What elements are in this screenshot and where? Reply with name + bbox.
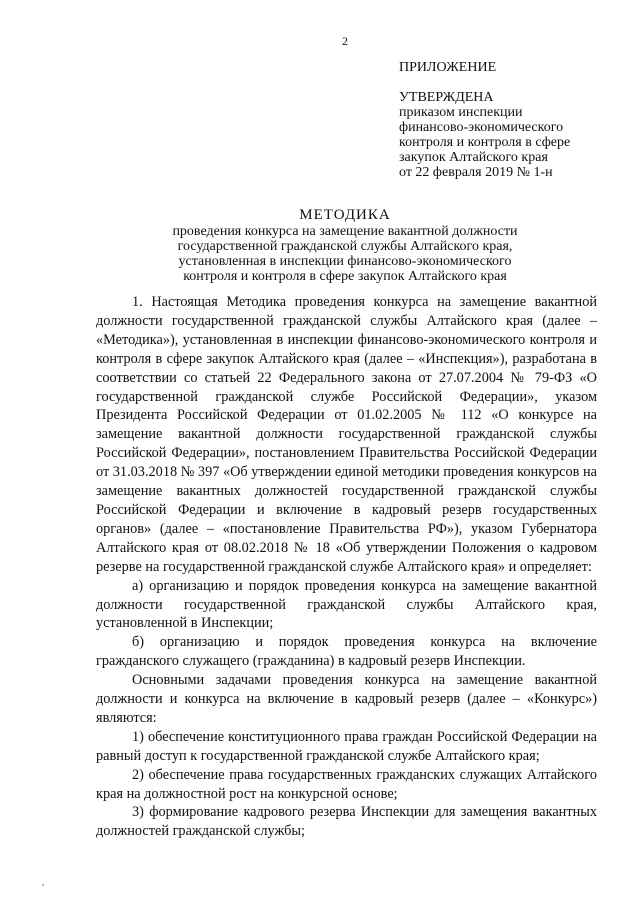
task-item-3: 3) формирование кадрового резерва Инспекции для замещения вакантных должностей гражданской службы; [96,804,597,840]
title-subline: проведения конкурса на замещение вакантной должности [172,224,518,239]
title-subline: контроля и контроля в сфере закупок Алтайского края [183,269,507,284]
document-title: МЕТОДИКА [299,207,391,223]
paragraph-1: 1. Настоящая Методика проведения конкурса на замещение вакантной должности государственной гражданской службы Алтайского края (далее – «Методика»), установленная в инспекции финансово-экономического контроля и контроля в сфере закупок Алтайского края (далее – «Инспекция»), разработана в соответствии со статьей 22 Федерального закона от 27.07.2004 № 79-ФЗ «О государственной гражданской службе Российской Федерации», указом Президента Российской Федерации от 01.02.2005 № 112 «О конкурсе на замещение вакантной должности государственной гражданской службы Российской Федерации», постановлением Правительства Российской Федерации от 31.03.2018 № 397 «Об утверждении единой методики проведения конкурсов на замещение вакантных должностей государственной гражданской службы Российской Федерации и включение в кадровый резерв государственных органов» (далее – «постановление Правительства РФ»), указом Губернатора Алтайского края от 08.02.2018 № 18 «Об утверждении Положения о кадровом резерве на государственной гражданской службе Алтайского края» и определяет: [96,294,597,575]
title-subline: государственной гражданской службы Алтайского края, [177,239,513,254]
task-item-1: 1) обеспечение конституционного права граждан Российской Федерации на равный доступ к государственной гражданской службе Алтайского края; [96,728,597,764]
approval-block [399,60,570,180]
task-item-2: 2) обеспечение права государственных гражданских служащих Алтайского края на должностной рост на конкурсной основе; [96,766,597,802]
list-item-a: а) организацию и порядок проведения конкурса на замещение вакантной должности государственной гражданской службы Алтайского края, установленной в Инспекции; [96,577,597,632]
approved-label: УТВЕРЖДЕНА [399,90,494,105]
approval-line: от 22 февраля 2019 № 1-н [399,165,553,180]
title-subline: установленная в инспекции финансово-экономического [178,254,512,269]
list-item-b: б) организацию и порядок проведения конкурса на включение гражданского служащего (гражданина) в кадровый резерв Инспекции. [96,634,597,670]
approval-line: приказом инспекции [399,105,523,120]
tasks-intro-paragraph: Основными задачами проведения конкурса на замещение вакантной должности и конкурса на включение в кадровый резерв (далее – «Конкурс») являются: [96,672,597,726]
approval-line: контроля и контроля в сфере [399,135,571,150]
approval-line: закупок Алтайского края [399,150,548,165]
document-body [96,293,597,841]
scan-speck [42,884,44,886]
page-number: 2 [342,34,348,48]
approval-line: финансово-экономического [399,120,564,135]
appendix-heading: ПРИЛОЖЕНИЕ [399,60,497,75]
document-title-block [95,208,595,284]
